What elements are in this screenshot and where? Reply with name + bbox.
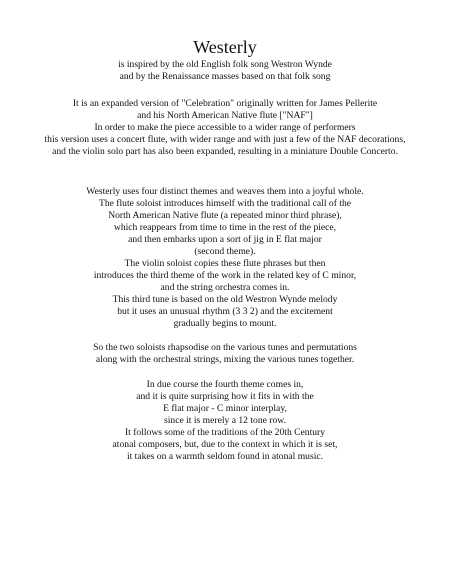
text-line: So the two soloists rhapsodise on the various tunes and permutations [93,342,357,353]
text-line: and it is quite surprising how it fits in with the [136,391,314,402]
text-line: but it uses an unusual rhythm (3 3 2) and the excitement [117,306,333,317]
text-line: Westerly uses four distinct themes and weaves them into a joyful whole. [86,186,364,197]
text-line: and the string orchestra comes in. [160,282,290,293]
text-line: and the violin solo part has also been expanded, resulting in a miniature Double Concerto. [52,146,398,157]
paragraph-4 [0,379,450,463]
paragraph-1 [0,98,450,158]
text-line: and his North American Native flute ["NAF"] [137,110,313,121]
text-line: The flute soloist introduces himself with the traditional call of the [98,198,352,209]
text-line: In order to make the piece accessible to a wider range of performers [94,122,356,133]
text-line: is inspired by the old English folk song Westron Wynde [118,59,332,70]
text-line: it takes on a warmth seldom found in atonal music. [126,451,324,462]
text-line: which reappears from time to time in the rest of the piece, [113,222,337,233]
text-line: North American Native flute (a repeated minor third phrase), [108,210,342,221]
text-line: It is an expanded version of "Celebration" originally written for James Pellerite [72,98,378,109]
text-line: this version uses a concert flute, with wider range and with just a few of the NAF decorations, [44,134,406,145]
text-line: since it is merely a 12 tone row. [164,415,286,426]
text-line: E flat major - C minor interplay, [163,403,287,414]
text-line: and then embarks upon a sort of jig in E flat major [128,234,322,245]
text-line: gradually begins to mount. [173,318,277,329]
text-line: and by the Renaissance masses based on that folk song [119,71,331,82]
text-line: (second theme). [194,246,256,257]
intro-block [0,59,450,83]
paragraph-2 [0,186,450,330]
text-line: This third tune is based on the old Westron Wynde melody [112,294,338,305]
text-line: introduces the third theme of the work in the related key of C minor, [93,270,357,281]
paragraph-3 [0,342,450,366]
document-title: Westerly [193,37,257,57]
text-line: atonal composers, but, due to the context in which it is set, [112,439,338,450]
text-line: In due course the fourth theme comes in, [146,379,304,390]
text-line: The violin soloist copies these flute phrases but then [124,258,326,269]
text-line: along with the orchestral strings, mixing the various tunes together. [95,354,355,365]
text-line: It follows some of the traditions of the 20th Century [124,427,326,438]
